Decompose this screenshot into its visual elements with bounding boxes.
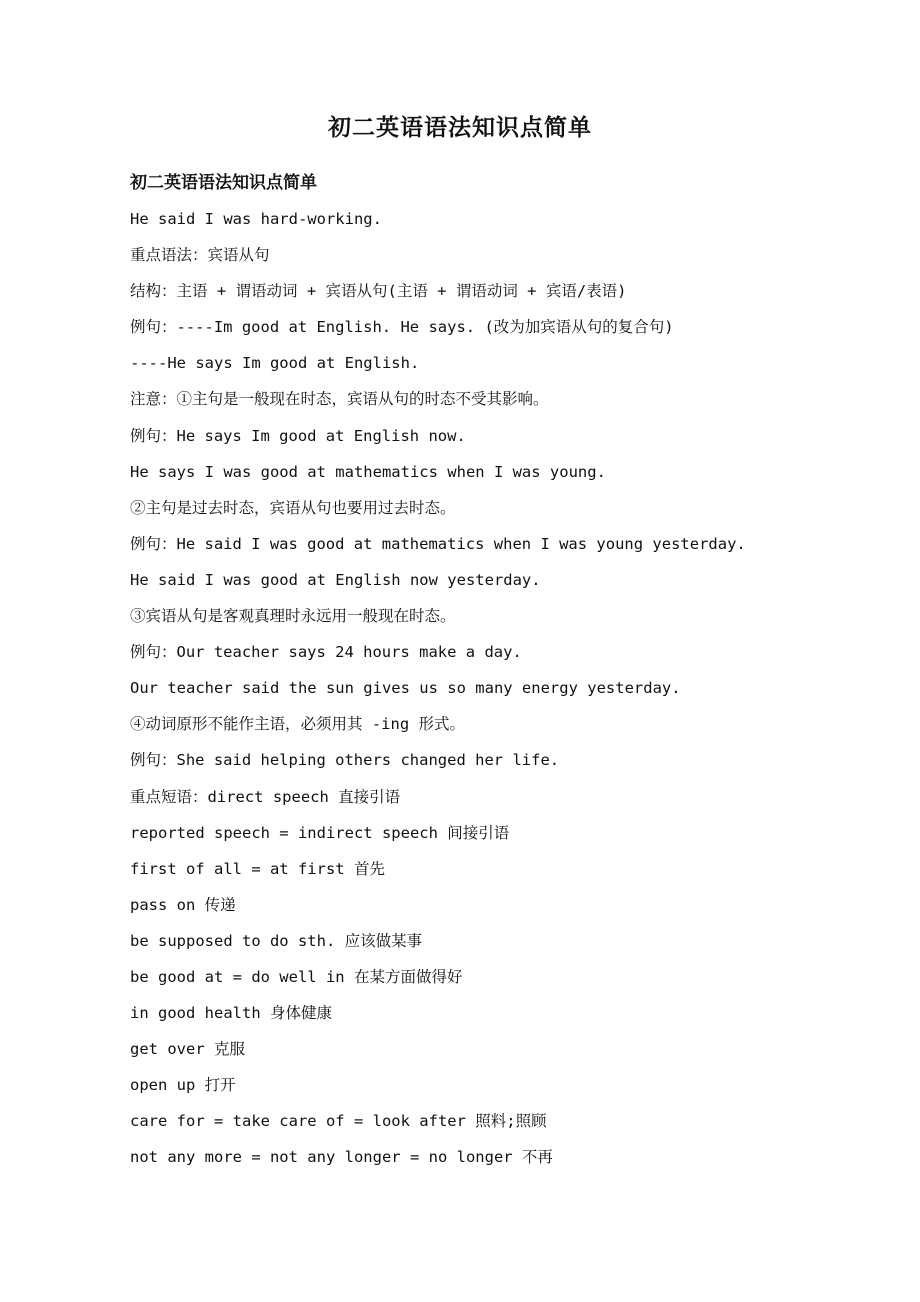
text-line: 例句：----Im good at English. He says. (改为加宾语从句的复合句) (130, 318, 674, 337)
text-line: open up 打开 (130, 1076, 236, 1095)
document-title: 初二英语语法知识点简单 (328, 115, 592, 141)
text-line: 重点短语：direct speech 直接引语 (130, 787, 401, 806)
text-line: 例句：He said I was good at mathematics when I was young yesterday. (130, 534, 746, 553)
text-line: 例句：She said helping others changed her life. (130, 751, 560, 770)
text-line: He said I was hard-working. (130, 210, 382, 228)
text-line: in good health 身体健康 (130, 1004, 332, 1023)
content-lines (130, 206, 830, 1181)
text-line: be good at = do well in 在某方面做得好 (130, 967, 463, 986)
text-line: 重点语法：宾语从句 (130, 246, 270, 265)
text-line: 例句：He says Im good at English now. (130, 426, 466, 445)
text-line: 结构：主语 + 谓语动词 + 宾语从句(主语 + 谓语动词 + 宾语/表语) (130, 282, 627, 301)
text-line: Our teacher said the sun gives us so many energy yesterday. (130, 679, 681, 698)
text-line: care for = take care of = look after 照料;照顾 (130, 1112, 547, 1131)
text-line: not any more = not any longer = no longer 不再 (130, 1148, 553, 1167)
text-line: ②主句是过去时态，宾语从句也要用过去时态。 (130, 498, 456, 517)
text-line: get over 克服 (130, 1040, 245, 1059)
section-heading: 初二英语语法知识点简单 (130, 173, 317, 193)
text-line: 注意：①主句是一般现在时态，宾语从句的时态不受其影响。 (130, 390, 549, 409)
text-line: ④动词原形不能作主语，必须用其 -ing 形式。 (130, 715, 465, 734)
text-line: reported speech = indirect speech 间接引语 (130, 823, 510, 842)
text-line: first of all = at first 首先 (130, 859, 385, 878)
text-line: He says I was good at mathematics when I was young. (130, 462, 606, 481)
text-line: He said I was good at English now yesterday. (130, 570, 541, 589)
text-line: pass on 传递 (130, 895, 236, 914)
text-line: be supposed to do sth. 应该做某事 (130, 931, 423, 950)
text-line: 例句：Our teacher says 24 hours make a day. (130, 643, 522, 662)
text-line: ③宾语从句是客观真理时永远用一般现在时态。 (130, 607, 456, 626)
text-line: ----He says Im good at English. (130, 354, 420, 373)
